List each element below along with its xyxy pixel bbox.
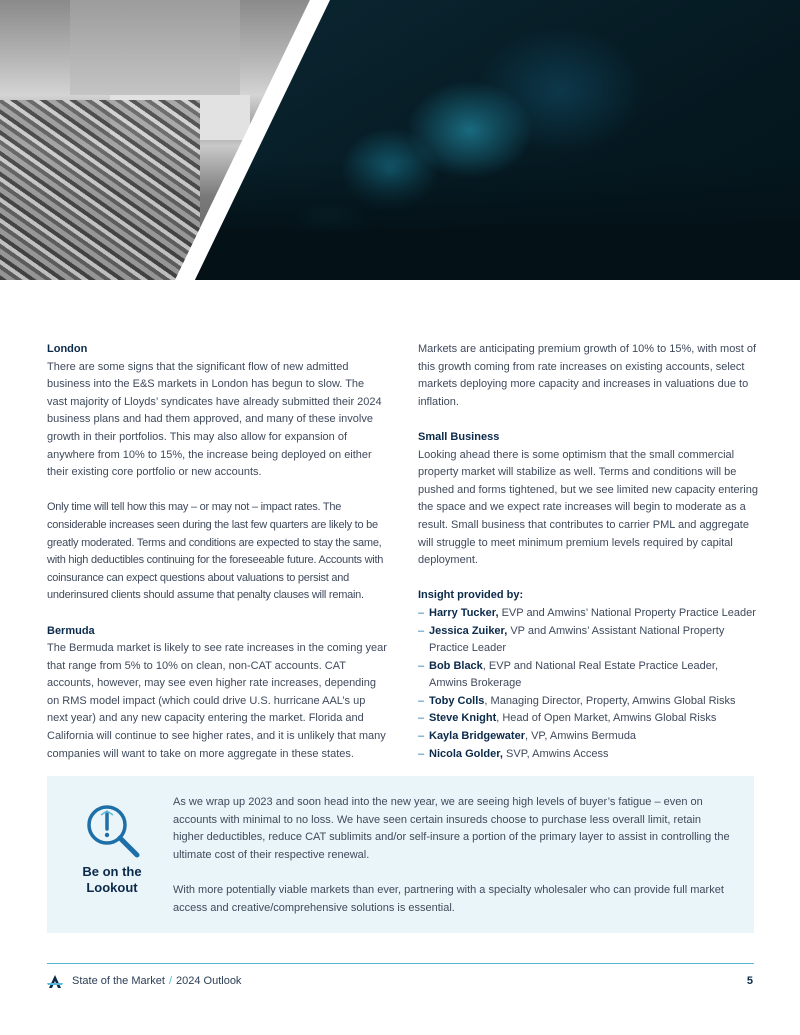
bermuda-heading: Bermuda	[47, 624, 95, 637]
footer-separator: /	[168, 975, 172, 987]
insight-name: Steve Knight	[429, 712, 497, 725]
insight-role: , VP, Amwins Bermuda	[524, 730, 637, 743]
lookout-callout-box	[47, 776, 754, 933]
list-item	[418, 728, 758, 746]
london-heading: London	[47, 343, 88, 355]
london-paragraph-1: There are some signs that the significant flow of new admitted business into the E&S markets in London has begun to slow. The vast majority of Lloyds’ syndicates have already submitted their 2024 business plans and had them approved, and many of these involve growth in their portfolios. This may also allow for expansion of anywhere from 10% to 15%, the increase being deployed on either their existing core portfolio or new accounts.	[47, 360, 382, 479]
list-item	[418, 710, 758, 728]
magnifier-alert-icon	[85, 803, 145, 863]
footer-title	[72, 975, 241, 987]
insight-name: Harry Tucker,	[429, 606, 499, 619]
insight-role: VP and Amwins’ Assistant National Property Practice Leader	[429, 624, 725, 655]
list-item	[418, 605, 758, 623]
list-item	[418, 746, 758, 764]
callout-paragraph-2: With more potentially viable markets than ever, partnering with a specialty wholesaler who can provide full market access and creative/comprehensive solutions is essential.	[173, 883, 724, 914]
insight-heading: Insight provided by:	[418, 589, 524, 602]
insight-name: Nicola Golder,	[429, 747, 503, 760]
callout-label: Be on the Lookout	[82, 864, 142, 895]
right-column	[418, 341, 758, 763]
footer-title-text: State of the Market	[72, 975, 165, 987]
markets-paragraph: Markets are anticipating premium growth of 10% to 15%, with most of this growth coming from rate increases on existing accounts, select markets deploying more capacity and increases in valuations due to inflation.	[418, 343, 757, 408]
list-item	[418, 623, 758, 658]
amwins-logo-icon	[47, 974, 63, 989]
insight-role: EVP and Amwins’ National Property Practice Leader	[498, 606, 756, 619]
footer-subtitle: 2024 Outlook	[176, 975, 242, 987]
hero-image-banner	[0, 0, 800, 280]
footer-divider	[47, 963, 754, 964]
page-number: 5	[746, 975, 753, 987]
list-item	[418, 658, 758, 693]
insight-name: Bob Black	[429, 659, 483, 672]
small-business-heading: Small Business	[418, 430, 500, 443]
london-paragraph-2: Only time will tell how this may – or may not – impact rates. The considerable increases seen during the last few quarters are likely to be greatly moderated. Terms and conditions are expected to stay the same, with high deductibles continuing for the foreseeable future. Accounts with coinsurance can expect questions about valuations to persist and underinsured clients should assume that penalty clauses will remain.	[47, 501, 384, 602]
insight-role: , EVP and National Real Estate Practice Leader, Amwins Brokerage	[429, 659, 719, 690]
insight-role: SVP, Amwins Access	[502, 747, 609, 760]
callout-text	[173, 794, 733, 935]
insight-role: , Managing Director, Property, Amwins Global Risks	[484, 694, 736, 707]
callout-paragraph-1: As we wrap up 2023 and soon head into the new year, we are seeing high levels of buyer’s fatigue – even on accounts with minimal to no loss. We have seen certain insureds choose to purchase less overall limit, retain higher deductibles, reduce CAT sublimits and/or self-insure a portion of the primary layer to assist in controlling the ultimate cost of their respective renewal.	[173, 796, 730, 861]
insight-name: Jessica Zuiker,	[429, 624, 508, 637]
insight-role: , Head of Open Market, Amwins Global Risks	[496, 712, 717, 725]
insight-name: Kayla Bridgewater	[429, 730, 525, 743]
insight-name: Toby Colls	[429, 694, 485, 707]
list-item	[418, 693, 758, 711]
small-business-paragraph: Looking ahead there is some optimism that the small commercial property market will stabilize as well. Terms and conditions will be pushed and forms tightened, but we see limited new capacity entering the space and we expect rate increases will begin to moderate as a result. Small business that contributes to carrier PML and aggregate will struggle to meet minimum premium levels required by capital deployment.	[418, 448, 758, 567]
left-column	[47, 341, 387, 781]
insight-list	[418, 605, 758, 763]
bermuda-paragraph: The Bermuda market is likely to see rate increases in the coming year that range from 5% to 10% on clean, non-CAT accounts. CAT accounts, however, may see even higher rate increases, depending on RMS model impact (which could drive U.S. hurricane AAL’s up next year) and any new capacity entering the market. Florida and California will continue to see higher rates, and it is unlikely that many companies will want to take on more aggregate in these states.	[47, 642, 387, 760]
